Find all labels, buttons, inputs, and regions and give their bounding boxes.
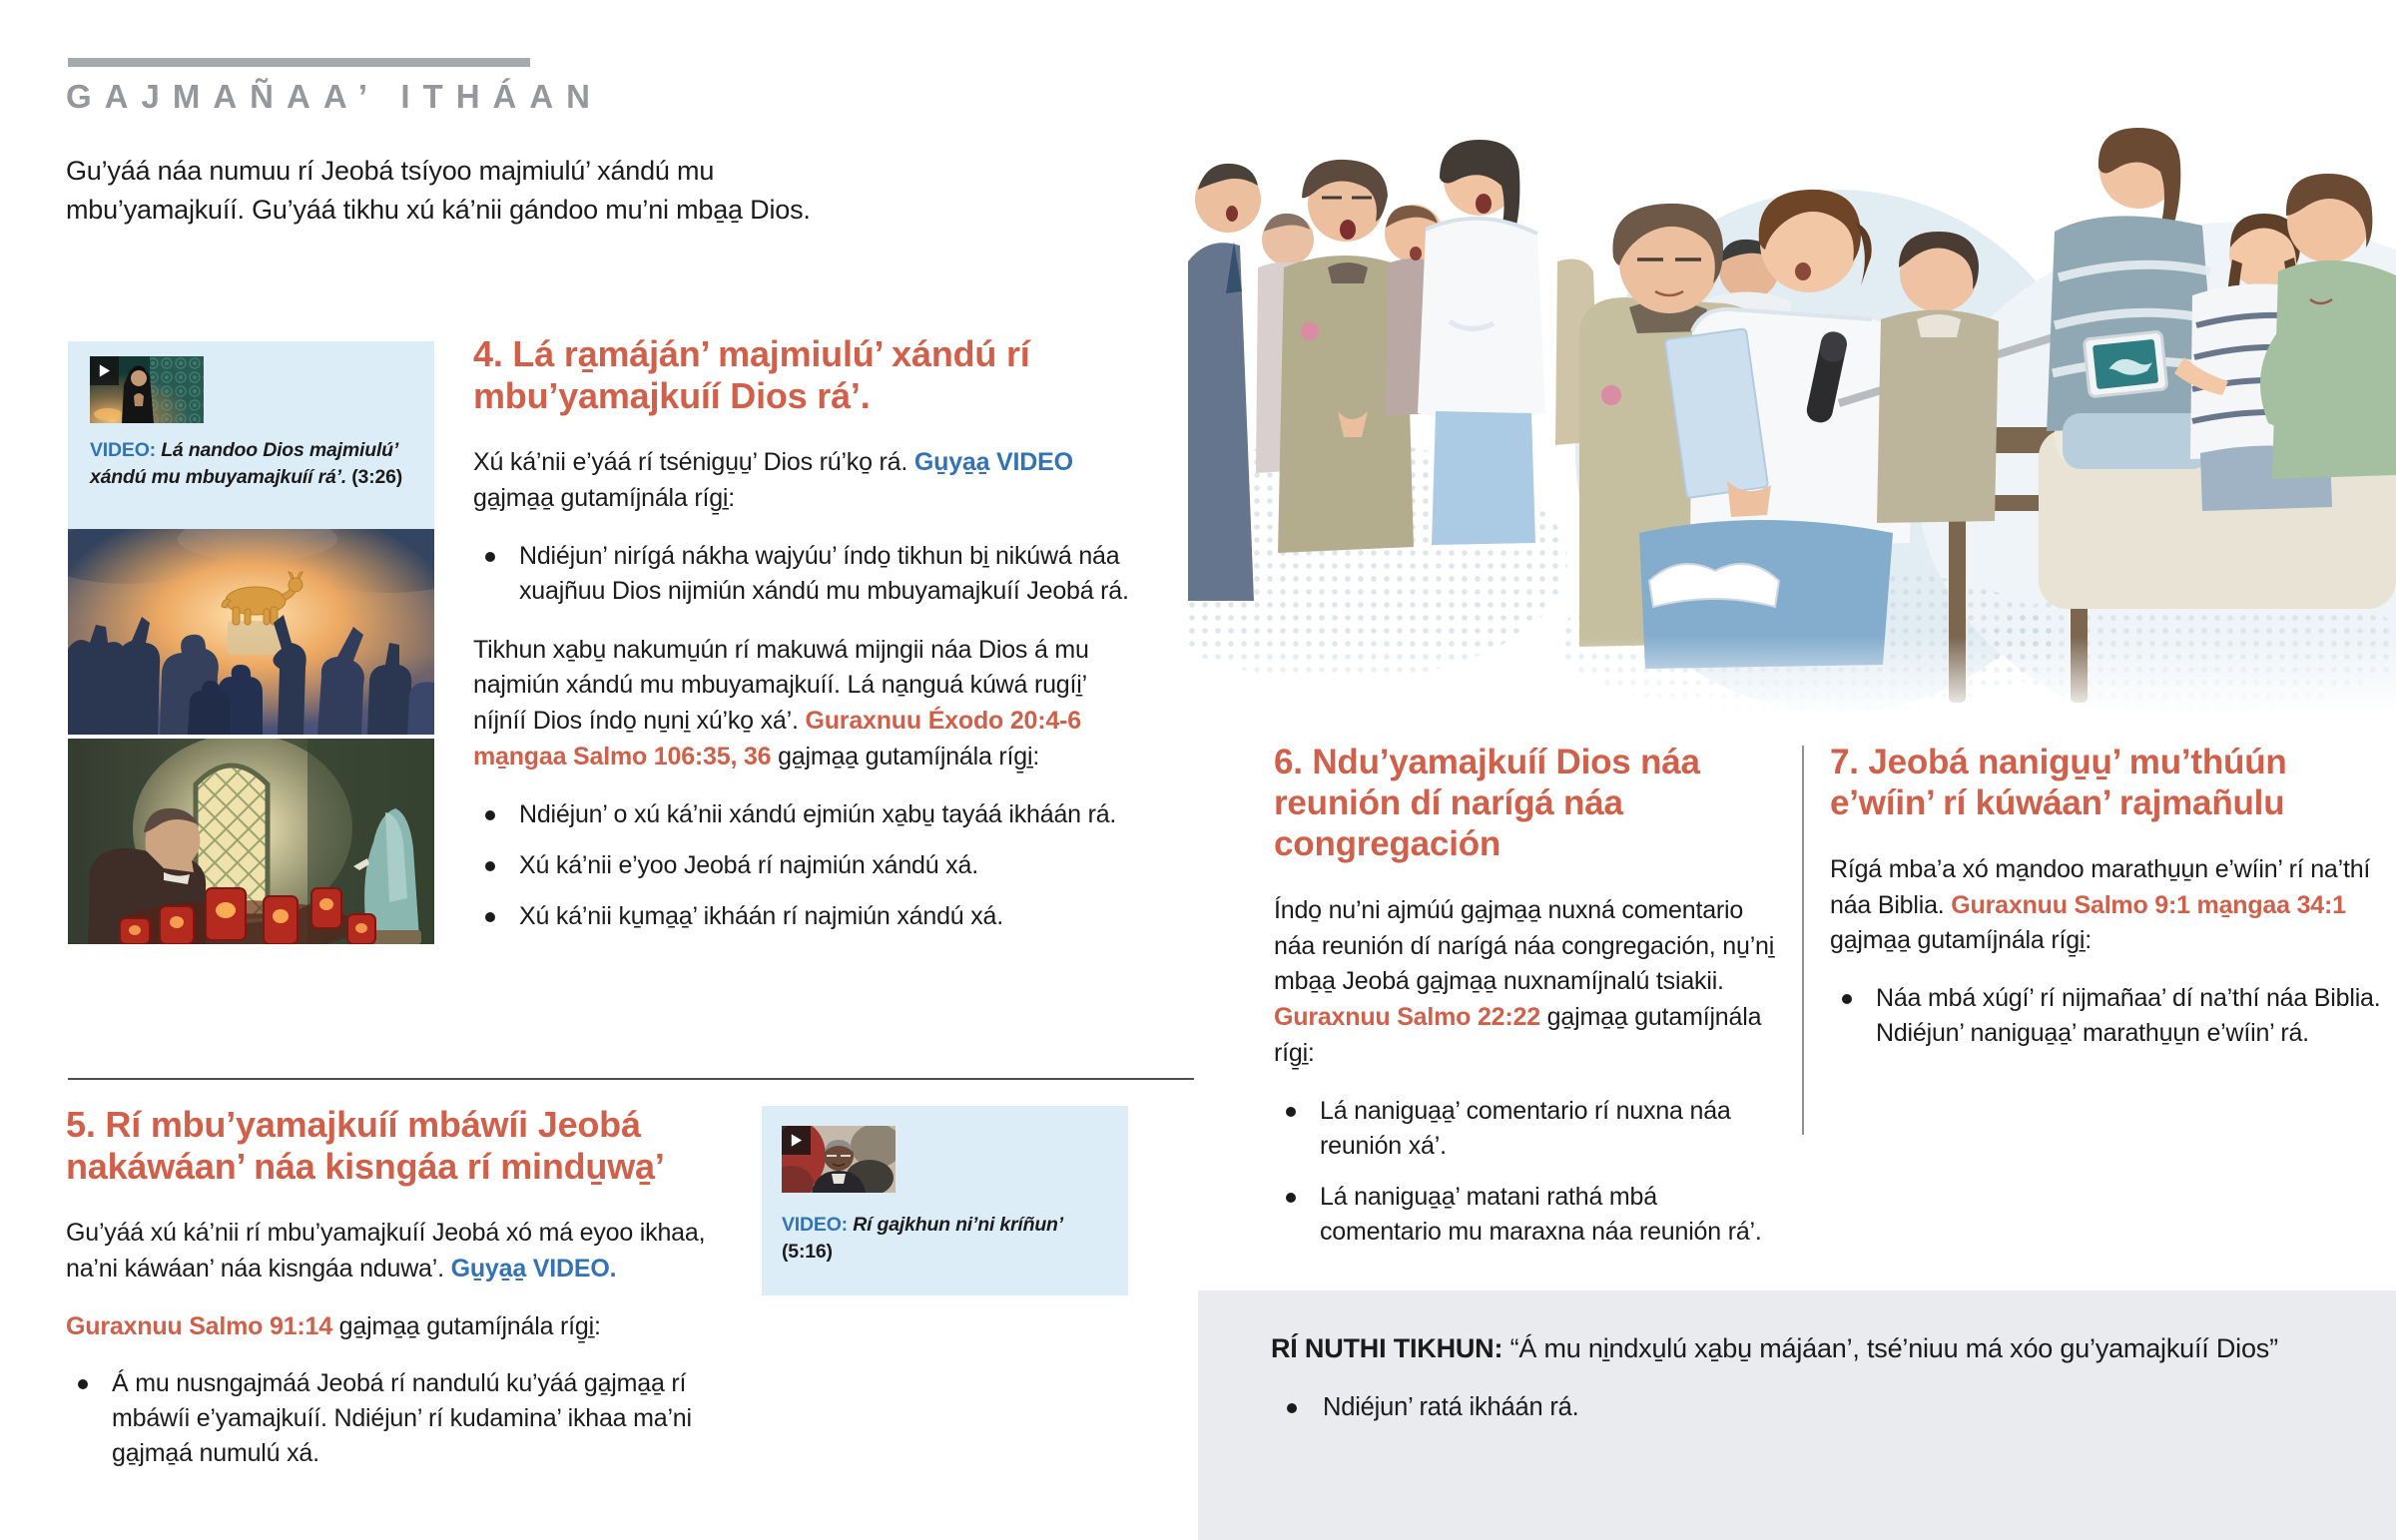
video-thumbnail-praying-woman[interactable]	[90, 356, 204, 423]
illustration-congregation-and-family	[1188, 82, 2396, 717]
list-item: Ndiéjun’ o xú ká’nii xándú ejmiún xa̱bu̱ tayáá ikháán rá.	[473, 797, 1134, 832]
paragraph-text-after: ga̱jma̱a̱ gutamíjnála ríg̱i̱:	[1274, 1003, 1762, 1067]
section-5-title: 5. Rí mbu’yamajkuíí mbáwíi Jeobá nakáwáan’ náa kisngáa rí mindu̱wa̱’	[66, 1104, 665, 1188]
scripture-link-salmo-91[interactable]: Guraxnuu Salmo 91:14	[66, 1311, 332, 1340]
video-title: Lá nandoo Dios majmiulú’ xándú mu mbuyamajkuíí rá’.	[90, 439, 398, 488]
section-7-bullets	[1830, 981, 2391, 1051]
section-4	[473, 333, 1134, 958]
reference-after: ga̱jma̱a̱ gutamíjnála ríg̱i̱:	[331, 1311, 601, 1340]
list-item: Á mu nusngajmáá Jeobá rí nandulú ku’yáá ga̱jma̱a̱ rí mbáwíi e’yamajkuíí. Ndiéjun’ rí kudamina’ ikhaa ma’ni ga̱jma̱á numulú xá.	[66, 1366, 733, 1471]
play-icon[interactable]	[90, 356, 119, 385]
video-title: Rí gajkhun ni’ni kríñun’	[853, 1214, 1063, 1236]
section-4-paragraph	[473, 633, 1134, 775]
section-5-reference	[66, 1309, 733, 1345]
review-bullets	[1271, 1390, 2346, 1426]
paragraph-text-after: ga̱jma̱a̱ gutamíjnála ríg̱i̱:	[1830, 926, 2093, 955]
video-label[interactable]: VIDEO:	[782, 1214, 848, 1236]
video-duration: (5:16)	[782, 1240, 833, 1263]
list-item: Xú ká’nii ku̱ma̱a̱’ ikháán rí najmiún xándú xá.	[473, 899, 1134, 934]
paragraph-text: Rígá mba’a xó ma̱ndoo marathu̱u̱n e’wíin’ rí na’thí náa Biblia.	[1830, 854, 2371, 919]
review-label: RÍ NUTHI TIKHUN:	[1271, 1333, 1503, 1363]
section-6-title: 6. Ndu’yamajkuíí Dios náa reunión dí narígá náa congregación	[1274, 743, 1700, 863]
image-golden-calf-worship[interactable]	[68, 529, 434, 735]
list-item: Lá nanigua̱a̱’ matani rathá mbá comentario mu maraxna náa reunión rá’.	[1274, 1180, 1778, 1250]
family-group	[2039, 128, 2396, 609]
paragraph-text: Tikhun xa̱bu̱ nakumu̱ún rí makuwá mijngii náa Dios á mu najmiún xándú mu mbuyamajkuíí. Lá na̱nguá kúwá rugíi̱’ níjníí Dios índo̱ nu̱ni̱ xú’ko̱ xá’.	[473, 635, 1089, 736]
section-4-bullets	[473, 797, 1134, 934]
play-icon[interactable]	[782, 1126, 811, 1155]
video-thumbnail-smiling-man[interactable]	[782, 1126, 896, 1193]
review-box	[1198, 1290, 2396, 1540]
kicker-bar	[68, 58, 530, 67]
paragraph-text: Índo̱ nu’ni ajmúú ga̱jma̱a̱ nuxná comentario náa reunión dí narígá náa congregación, nu̱’ni̱ mba̱a̱ Jeobá ga̱jma̱a̱ nuxnamíjnalú tsiakii.	[1274, 895, 1775, 996]
scripture-link-salmo-9[interactable]: Guraxnuu Salmo 9:1 ma̱ngaa 34:1	[1951, 890, 2346, 919]
video-box-section5	[762, 1106, 1128, 1295]
page-kicker: GAJMAÑAA’ ITHÁAN	[66, 78, 604, 115]
video-duration: (3:26)	[351, 465, 403, 488]
column-divider	[1802, 746, 1804, 1135]
section-5-lead	[66, 1216, 733, 1287]
section-6-bullets	[1274, 1094, 1778, 1250]
section-6-paragraph	[1274, 893, 1778, 1072]
review-quote: “Á mu ni̱ndxu̱lú xa̱bu̱ májáan’, tsé’niuu má xóo gu’yamajkuíí Dios”	[1502, 1333, 2278, 1363]
watch-video-link[interactable]: Gu̱ya̱a̱ VIDEO	[913, 448, 1073, 477]
scripture-link-salmo-22[interactable]: Guraxnuu Salmo 22:22	[1274, 1003, 1540, 1032]
section-7	[1830, 743, 2391, 1075]
list-item: Xú ká’nii e’yoo Jeobá rí najmiún xándú xá.	[473, 848, 1134, 883]
scripture-link-exodo[interactable]: Guraxnuu Éxodo 20:4-6 ma̱ngaa Salmo 106:35, 36	[473, 707, 1081, 770]
image-man-praying-candles[interactable]	[68, 739, 434, 944]
review-line	[1271, 1330, 2346, 1368]
section-7-paragraph	[1830, 852, 2391, 959]
video-caption-section5	[782, 1212, 1111, 1266]
watch-video-link[interactable]: Gu̱ya̱a̱ VIDEO.	[450, 1254, 617, 1283]
list-item: Lá nanigua̱a̱’ comentario rí nuxna náa reunión xá’.	[1274, 1094, 1778, 1164]
section-5	[66, 1104, 733, 1495]
video-label[interactable]: VIDEO:	[90, 439, 156, 461]
section-divider-rule	[68, 1078, 1194, 1080]
list-item: Náa mbá xúgí’ rí nijmañaa’ dí na’thí náa Biblia. Ndiéjun’ nanigua̱a̱’ marathu̱u̱n e’wíin’ rá.	[1830, 981, 2391, 1051]
lead-text: Gu’yáá xú ká’nii rí mbu’yamajkuíí Jeobá xó má eyoo ikhaa, na’ni káwáan’ náa kisngáa nduwa’.	[66, 1219, 706, 1283]
page-intro: Gu’yáá náa numuu rí Jeobá tsíyoo majmiulú’ xándú mu mbu’yamajkuíí. Gu’yáá tikhu xú ká’nii gándoo mu’ni mba̱a̱ Dios.	[66, 156, 811, 226]
list-item: Ndiéjun’ ratá ikháán rá.	[1271, 1390, 2346, 1426]
section-4-lead	[473, 445, 1134, 517]
section-4-title: 4. Lá ra̱máján’ majmiulú’ xándú rí mbu’yamajkuíí Dios rá’.	[473, 333, 1030, 417]
video-box-section4	[68, 341, 434, 529]
lead-text: Xú ká’nii e’yáá rí tsénigu̱u̱’ Dios rú’ko̱ rá.	[473, 448, 914, 477]
list-item: Ndiéjun’ nirígá nákha wajyúu’ índo̱ tikhun bi̱ nikúwá náa xuajñuu Dios nijmiún xándú mu mbuyamajkuíí Jeobá rá.	[473, 539, 1134, 609]
section-5-bullets	[66, 1366, 733, 1471]
section-4-first-bullets	[473, 539, 1134, 609]
section-7-title: 7. Jeobá nanigu̱u̱’ mu’thúún e’wíin’ rí kúwáan’ rajmañulu	[1830, 743, 2287, 822]
lead-text-after: ga̱jma̱a̱ gutamíjnála ríg̱i̱:	[473, 483, 736, 512]
paragraph-text-after: ga̱jma̱a̱ gutamíjnála ríg̱i̱:	[771, 742, 1040, 770]
video-caption-section4	[90, 437, 419, 491]
section-6	[1274, 743, 1778, 1274]
